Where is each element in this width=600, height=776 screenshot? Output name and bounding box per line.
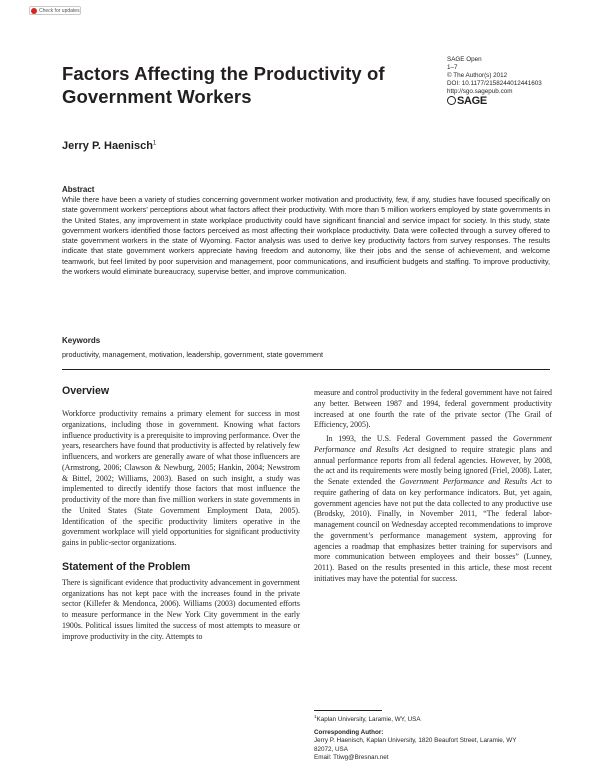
right-column	[314, 388, 552, 585]
corresponding-heading: Corresponding Author:	[314, 729, 384, 736]
check-for-updates-badge[interactable]	[29, 6, 81, 15]
corresponding-address-line1: Jerry P. Haenisch, Kaplan University, 1820 Beaufort Street, Laramie, WY	[314, 737, 517, 745]
sage-logo	[447, 95, 487, 107]
corresponding-email[interactable]: Email: Ttiwg@Bresnan.net	[314, 753, 389, 761]
keywords-heading: Keywords	[62, 336, 101, 345]
sage-logo-text: SAGE	[457, 95, 487, 107]
check-for-updates-label: Check for updates	[39, 8, 80, 14]
sage-logo-icon	[447, 96, 456, 105]
article-title: Factors Affecting the Productivity of Government Workers	[62, 63, 385, 107]
gpra-text-middle: designed to require strategic plans and annual performance reports from all federal agencies. However, by 2008, the act and its requirements were mostly being ignored (Friel, 2008). Later, the Senate extended the	[314, 444, 552, 486]
section-divider	[62, 369, 550, 370]
overview-heading: Overview	[62, 385, 110, 397]
gpra-act-title-second: Government Performance and Results Act	[399, 477, 542, 486]
doi: DOI: 10.1177/2158244012441603	[447, 80, 542, 87]
overview-paragraph: Workforce productivity remains a primary element for success in most organizations, including those in government. Knowing what factors influence productivity is a prerequisite to improving performance. Over the years, researchers have found that productivity is affected by relatively few influencers, and workers are generally aware of what those influencers are (Armstrong, 2006; Clawson & Newburg, 2005; Hankin, 2004; Newstrom & Bittel, 2002; Williams, 2003). Based on such insight, a study was implemented to directly identify those factors that most influence the productivity of the more than five million workers in state governments in the United States (State Government Employment Data, 2005). Identification of the specific productivity limiters operative in the government workplace will yield opportunities for significant productivity gains in public-sector organizations.	[62, 409, 300, 547]
affiliation-footnote	[314, 713, 550, 724]
corresponding-address-line2: 82072, USA	[314, 745, 348, 753]
corresponding-author	[314, 729, 550, 762]
left-column	[62, 384, 300, 642]
problem-heading: Statement of the Problem	[62, 560, 191, 573]
check-updates-icon	[31, 8, 37, 14]
footnote-mark: 1	[314, 714, 317, 719]
gpra-paragraph	[314, 434, 552, 585]
gpra-text-end: to require gathering of data on key performance indicators. But, yet again, government agencies have not put the data collected to any productive use (Brodsky, 2010). Finally, in November 2011, “The federal labor-management council on Wednesday accepted recommendations to improve the government’s performance management system, approving for agencies a roadmap that emphasizes better training for supervisors and more communication between employees and their bosses” (Lunney, 2011). Based on the results presented in this article, these most recent initiatives may have the potential for success.	[314, 477, 552, 583]
journal-url[interactable]: http://sgo.sagepub.com	[447, 88, 513, 95]
gpra-act-title: Government Performance and Results Act	[314, 434, 552, 454]
keywords-text: productivity, management, motivation, leadership, government, state government	[62, 350, 324, 359]
affiliation-text: Kaplan University, Laramie, WY, USA	[316, 716, 421, 724]
copyright: © The Author(s) 2012	[447, 72, 508, 79]
footnote-rule	[314, 710, 382, 711]
journal-name: SAGE Open	[447, 56, 482, 63]
abstract-heading: Abstract	[62, 185, 95, 194]
author-name	[62, 140, 156, 152]
journal-pages: 1–7	[447, 64, 458, 71]
journal-metadata	[447, 56, 587, 96]
abstract-text: While there have been a variety of studies concerning government worker motivation and productivity, few, if any, studies have focused specifically on state government workers' perceptions about what factors affect their productivity. With more than 5 million workers employed by state governments in the United States, any improvement in state workplace productivity could have significant financial and service impact for society. In this study, state government workers identified those factors perceived as most affecting their workplace productivity. Data were collected through a survey offered to state government workers in the state of Wyoming. Factor analysis was used to derive key productivity factors from survey responses. The results indicate that state government workers appreciate having freedom and autonomy, like their jobs and the sense of achievement, and welcome teamwork, but feel limited by poor supervision and management, poor communications, and insufficient budgets and staffing. To improve productivity, the workers would eliminate bureaucracy, supervise better, and improve communication.	[62, 195, 550, 276]
problem-paragraph: There is significant evidence that productivity advancement in government organizations has not kept pace with the increases found in the private sector (Killefer & Mendonca, 2006). Williams (2003) documented efforts to measure performance in the New York City government in the early 1900s. Political issues limited the success of most attempts to measure or improve productivity in the city. Attempts to	[62, 577, 300, 641]
federal-productivity-paragraph: measure and control productivity in the federal government have not faired any better. Between 1987 and 1994, federal government productivity increased at one fourth the rate of the private sector (The Grail of Efficiency, 2005).	[314, 388, 552, 430]
author-name-text: Jerry P. Haenisch	[62, 140, 153, 152]
author-affiliation-mark: 1	[152, 140, 157, 147]
gpra-text-start: In 1993, the U.S. Federal Government passed the	[326, 434, 513, 443]
